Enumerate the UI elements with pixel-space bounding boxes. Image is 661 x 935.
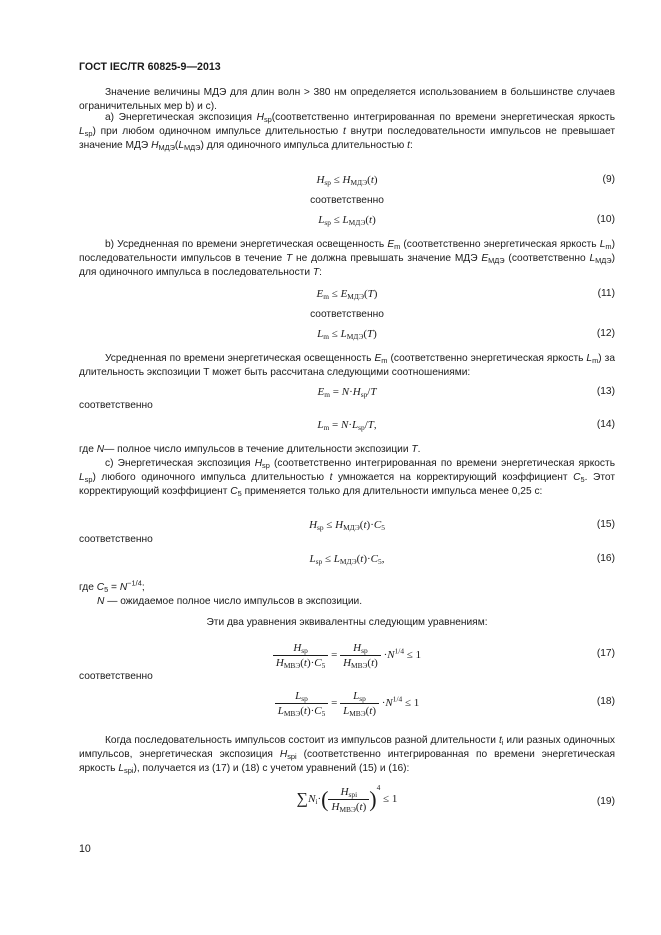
equation-number: (17)	[596, 648, 615, 659]
page-number: 10	[79, 843, 91, 855]
equation-16: $L_{sp} \le L_{МДЭ}(t)\cdot C_5$, (16)	[309, 553, 615, 566]
paragraph-where-n: где N— полное число импульсов в течение длительности экспозиции T.	[79, 444, 421, 455]
paragraph-b: b) Усредненная по времени энергетическая освещенность $E_m$ (соответственно энергетическая яркость $L_m$) последовательности импульсов в течение T не должна превышать значение МДЭ $E_{МДЭ}$ (соответственно $L_{МДЭ}$) для одиночного импульса в последовательности T:	[79, 239, 615, 279]
equation-9: $H_{sp} \le H_{МДЭ}(t)$ (9)	[316, 174, 615, 187]
connector-text: соответственно	[79, 671, 153, 682]
paragraph-a: а) Энергетическая экспозиция $H_{sp}(соответственно$ интегрированная по времени энергетическая яркость $L_{sp}$) при любом одиночном импульсе длительностью t внутри последовательности импульсов не превышает значение МДЭ $H_{МДЭ}(L_{МДЭ})$ для одиночного импульса длительностью t:	[79, 112, 615, 153]
equation-12: $L_m \le L_{МДЭ}(T)$ (12)	[317, 328, 615, 341]
equation-14: $L_m = N\cdot L_{sp}/T$, (14)	[317, 419, 615, 432]
equation-17: $\frac{H_{sp}}{H_{МВЭ}(t)\cdot C_5}$ = $\frac{H_{sp}}{H_{МВЭ}(t)}$ $\cdot N^{1/4} \le 1$ (17)	[79, 642, 615, 672]
document-header: ГОСТ IEC/TR 60825-9—2013	[79, 61, 221, 73]
paragraph-equivalent: Эти два уравнения эквивалентны следующим уравнениям:	[206, 617, 488, 628]
equation-number: (15)	[596, 519, 615, 530]
where-n-expected: N — ожидаемое полное число импульсов в экспозиции.	[97, 596, 363, 607]
equation-18: $\frac{L_{sp}}{L_{МВЭ}(t)\cdot C_5}$ = $\frac{L_{sp}}{L_{МВЭ}(t)}$ $\cdot N^{1/4} \le 1$ (18)	[79, 690, 615, 720]
equation-number: (18)	[596, 696, 615, 707]
equation-number: (16)	[596, 553, 615, 564]
equation-number: (13)	[596, 386, 615, 397]
paragraph-intro: Значение величины МДЭ для длин волн > 380 нм определяется использованием в большинстве случаев ограничительных мер b) и c).	[79, 87, 615, 113]
equation-number: (10)	[596, 214, 615, 225]
where-c5: где $C_5 = N^{-1/4}$;	[79, 578, 145, 594]
equation-number: (14)	[596, 419, 615, 430]
paragraph-varied-pulses: Когда последовательность импульсов состоит из импульсов разной длительности $t_i$ или разных одиночных импульсов, энергетическая экспозиция $H_{spi}$ (соответственно интегрированная по времени энергетическая яркость $L_{spi}$), получается из (17) и (18) с учетом уравнений (15) и (16):	[79, 735, 615, 776]
equation-number: (12)	[596, 328, 615, 339]
equation-13: $E_m = N\cdot H_{sp}/T$ (13)	[317, 386, 615, 399]
equation-10: $L_{sp} \le L_{МДЭ}(t)$ (10)	[318, 214, 615, 227]
connector-text: соответственно	[310, 195, 384, 206]
equation-15: $H_{sp} \le H_{МДЭ}(t)\cdot C_5$ (15)	[309, 519, 615, 532]
equation-19: $\sum N_i\cdot$( $\frac{H_{spi}}{H_{МВЭ}(t)}$ )$^4$ ≤ 1 (19)	[296, 783, 615, 814]
connector-text: соответственно	[79, 400, 153, 411]
equation-number: (19)	[596, 796, 615, 807]
paragraph-c: с) Энергетическая экспозиция $H_{sp}$ (соответственно интегрированная по времени энергетическая яркость $L_{sp}$) любого одиночного импульса длительностью t умножается на корректирующий коэффициент $C_5$. Этот корректирующий коэффициент $C_5$ применяется только для длительности импульса менее 0,25 с:	[79, 458, 615, 499]
connector-text: соответственно	[310, 309, 384, 320]
equation-number: (9)	[602, 174, 615, 185]
paragraph-average: Усредненная по времени энергетическая освещенность $E_m$ (соответственно энергетическая яркость $L_m$) за длительность экспозиции T может быть рассчитана следующими соотношениями:	[79, 353, 615, 379]
equation-number: (11)	[597, 288, 615, 299]
connector-text: соответственно	[79, 534, 153, 545]
equation-11: $E_m \le E_{МДЭ}(T)$ (11)	[316, 288, 615, 301]
